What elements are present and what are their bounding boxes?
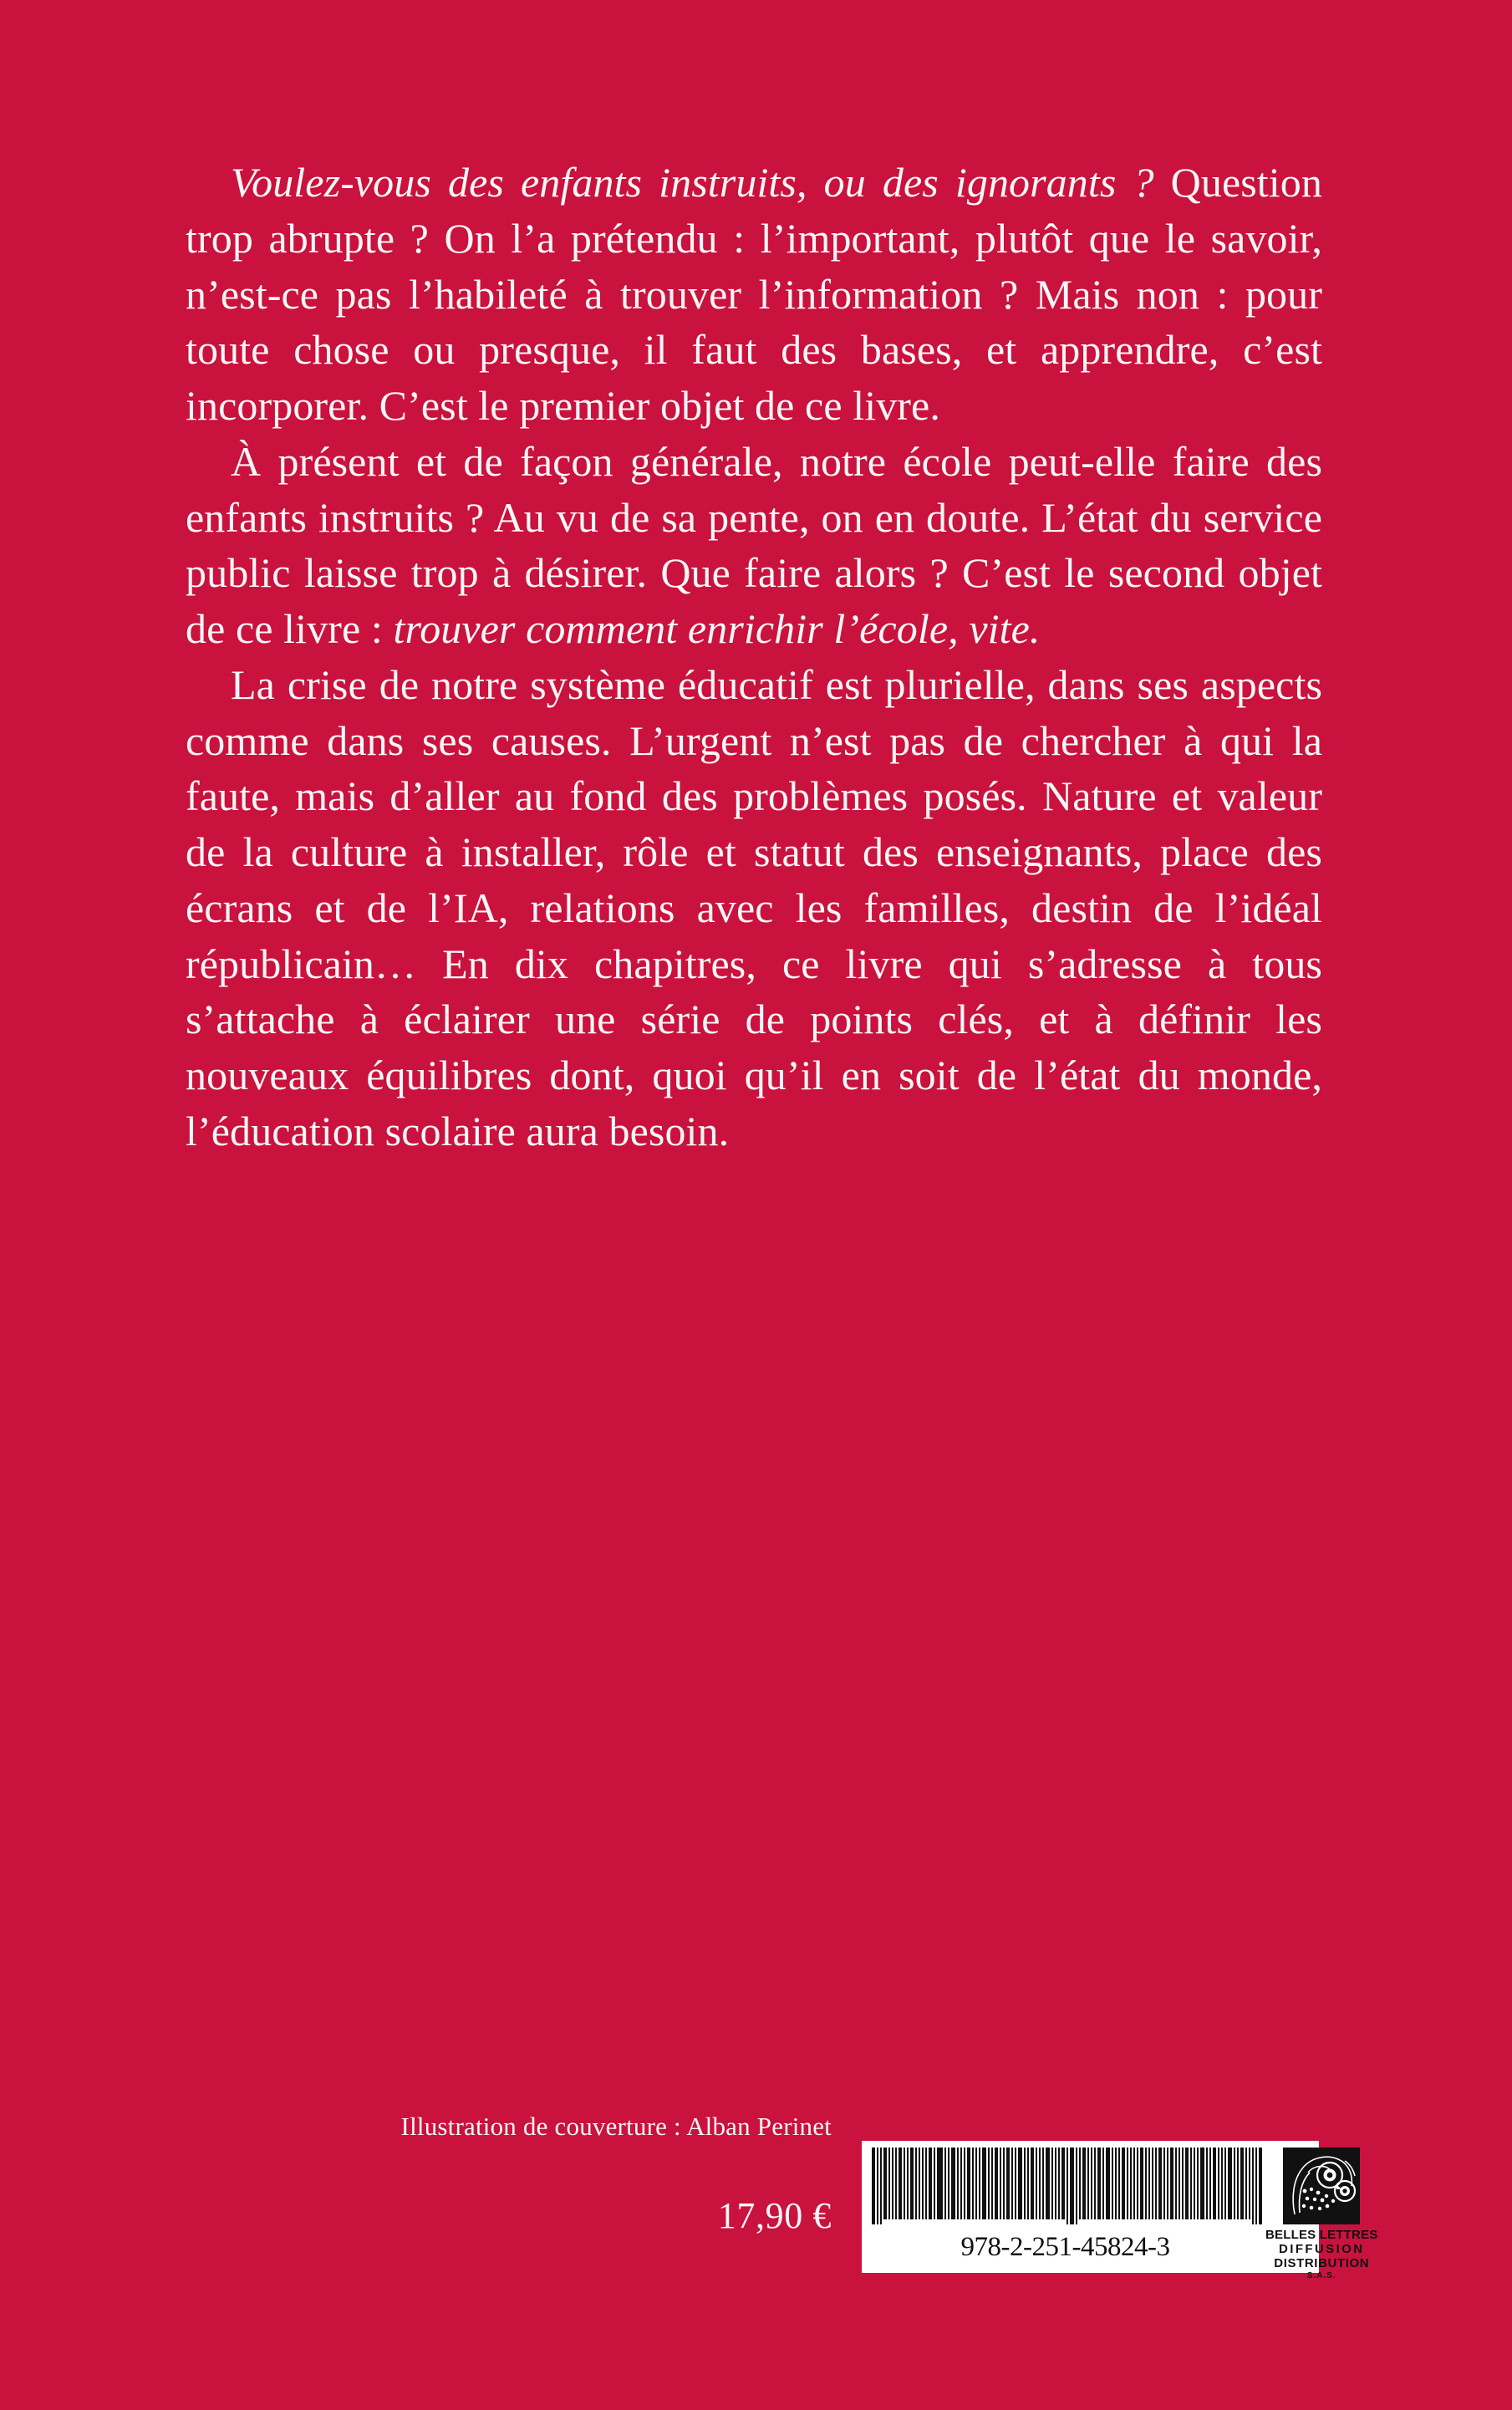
barcode-bar [995,2148,998,2219]
blurb-lead-italic: Voulez-vous des enfants instruits, ou des ignorants ? [231,159,1154,206]
barcode-bar [1145,2148,1147,2219]
barcode-bar [1024,2148,1026,2219]
cover-illustration-credit: Illustration de couverture : Alban Perinet [400,2112,832,2141]
barcode-bar [1112,2148,1113,2219]
barcode-bar [1091,2148,1092,2219]
barcode-bar [1185,2148,1189,2219]
barcode-bar [1218,2148,1219,2219]
barcode-bar [1027,2148,1029,2219]
barcode-bar [1237,2148,1239,2219]
barcode-bar [1167,2148,1168,2219]
barcode-bar [1067,2148,1068,2224]
barcode-bar [1115,2148,1117,2219]
barcode-bar [1055,2148,1056,2219]
barcode-bar [1082,2148,1086,2219]
barcode-bar [960,2148,962,2219]
barcode-bar [1137,2148,1138,2219]
barcode-bar [944,2148,946,2219]
barcode-bar [1158,2148,1162,2219]
barcode-bar [1194,2148,1195,2219]
barcode-panel [862,2141,1378,2281]
barcode-bar [904,2148,905,2219]
barcode-bar [975,2148,977,2219]
barcode-bar [1097,2148,1101,2219]
barcode-bar [1179,2148,1180,2219]
barcode-bar [1133,2148,1135,2219]
barcode-bar [937,2148,943,2219]
barcode-bar [991,2148,993,2219]
barcode-bar [1127,2148,1128,2219]
barcode-bar [888,2148,890,2219]
blurb-paragraph-3-body: La crise de notre système éducatif est plurielle, dans ses aspects comme dans ses causes. L’urgent n’est pas de chercher à qui la faute, mais d’aller au fond des problèmes posés. Nature et valeur de la culture à installer, rôle et statut des enseignants, place des écrans et de l’IA, relations avec les familles, destin de l’idéal républicain… En dix chapitres, ce livre qui s’adresse à tous s’attache à éclairer une série de points clés, et à définir les nouveaux équilibres dont, quoi qu’il en soit de l’état du monde, l’éducation scolaire aura besoin. [186,660,1322,1154]
barcode-bar [1079,2148,1081,2219]
barcode-bar [915,2148,917,2219]
barcode-bar [1200,2148,1204,2219]
barcode-bar [1122,2148,1125,2219]
barcode-bar [929,2148,932,2219]
blurb-paragraph-2 [186,434,1322,657]
barcode-bar [1197,2148,1199,2219]
barcode-bar [1118,2148,1120,2219]
barcode-bar [1170,2148,1173,2219]
barcode-bar [1039,2148,1041,2219]
barcode-bar [1240,2148,1244,2219]
publisher-line-1: BELLES LETTRES [1265,2228,1378,2242]
barcode-bar [880,2148,882,2224]
blurb-paragraph-2-body: À présent et de façon générale, notre école peut-elle faire des enfants instruits ? Au vu de sa pente, on en doute. L’état du service public laisse trop à désirer. Que faire alors ? C’est le second objet de ce livre : [186,437,1322,652]
barcode-bar [1106,2148,1110,2219]
publisher-logo-column [1264,2141,1384,2281]
barcode-bar [1249,2148,1250,2219]
barcode-bar [1087,2148,1089,2219]
barcode-bar [979,2148,980,2219]
barcode-bar [1234,2148,1235,2219]
barcode-bar [1163,2148,1165,2219]
blurb-paragraph-1 [186,155,1322,434]
barcode-bar [1070,2148,1074,2224]
isbn-number: 978-2-251-45824-3 [960,2231,1170,2262]
barcode-bar [1011,2148,1013,2219]
publisher-line-4: S.A.S. [1306,2271,1336,2281]
barcode-bar [1206,2148,1208,2219]
price-label: 17,90 € [717,2195,832,2236]
barcode-bar [919,2148,920,2219]
barcode-bar [1003,2148,1005,2219]
barcode-bar [1175,2148,1177,2219]
barcode-bar [1252,2148,1254,2224]
blurb-paragraph-1-body: Question trop abrupte ? On l’a prétendu : l’important, plutôt que le savoir, n’est-ce pas l’habileté à trouver l’information ? Mais non : pour toute chose ou presque, il faut des bases, et apprendre, c’est incorporer. C’est le premier objet de ce livre. [186,159,1322,429]
barcode-bar [967,2148,970,2219]
barcode-bar [1190,2148,1192,2219]
barcode-bar [910,2148,914,2219]
barcode-bar [1255,2148,1257,2224]
barcode-bar [1018,2148,1022,2219]
barcode-bars [872,2148,1264,2224]
publisher-line-3: DISTRIBUTION [1274,2255,1370,2270]
barcode-bar [1042,2148,1044,2219]
barcode-bar [1061,2148,1065,2219]
barcode-bar [964,2148,965,2219]
barcode-bar [934,2148,935,2219]
blurb-paragraph-3 [186,657,1322,1159]
barcode-bar [1046,2148,1050,2219]
barcode-bar [883,2148,887,2219]
barcode-bar [1224,2148,1226,2219]
publisher-name [1265,2229,1377,2281]
barcode-bar [1140,2148,1143,2219]
barcode-bar [1152,2148,1153,2219]
barcode-bar [1094,2148,1096,2219]
owl-icon [1283,2148,1360,2224]
barcode-bar [1036,2148,1037,2219]
barcode-bar [957,2148,959,2219]
barcode-bar [972,2148,974,2219]
barcode-bar [1209,2148,1211,2219]
barcode-bar [892,2148,893,2219]
barcode-bar [948,2148,949,2219]
barcode-bar [1130,2148,1132,2219]
barcode-bar [877,2148,878,2224]
barcode-bar [1228,2148,1232,2219]
barcode-bar [1006,2148,1010,2219]
barcode-bar [1148,2148,1150,2219]
barcode-bar [1031,2148,1034,2219]
barcode-bar [1051,2148,1053,2219]
blurb-paragraph-2-italic: trouver comment enrichir l’école, vite. [393,605,1041,652]
barcode-bar [1259,2148,1262,2224]
barcode-bar [925,2148,927,2219]
barcode-bar [1015,2148,1016,2219]
barcode-bar [951,2148,955,2219]
barcode-bar [922,2148,924,2219]
barcode-bar [1102,2148,1104,2219]
barcode-bar [872,2148,875,2224]
barcode-bar [982,2148,986,2219]
barcode-bar [1000,2148,1001,2219]
barcode-bar [1245,2148,1247,2219]
barcode-bar [1221,2148,1223,2219]
barcode-bar [899,2148,902,2219]
barcode-bar [907,2148,909,2219]
publisher-line-2: DIFFUSION [1279,2241,1365,2256]
barcode-bar [1182,2148,1184,2219]
barcode-bar [988,2148,990,2219]
barcode-bar [1076,2148,1077,2224]
barcode-bar [1213,2148,1216,2219]
barcode-left-column [862,2141,1264,2273]
barcode-bar [1058,2148,1060,2219]
barcode-bar [1155,2148,1157,2219]
barcode-bar [895,2148,897,2219]
blurb-text-block [186,155,1322,1159]
